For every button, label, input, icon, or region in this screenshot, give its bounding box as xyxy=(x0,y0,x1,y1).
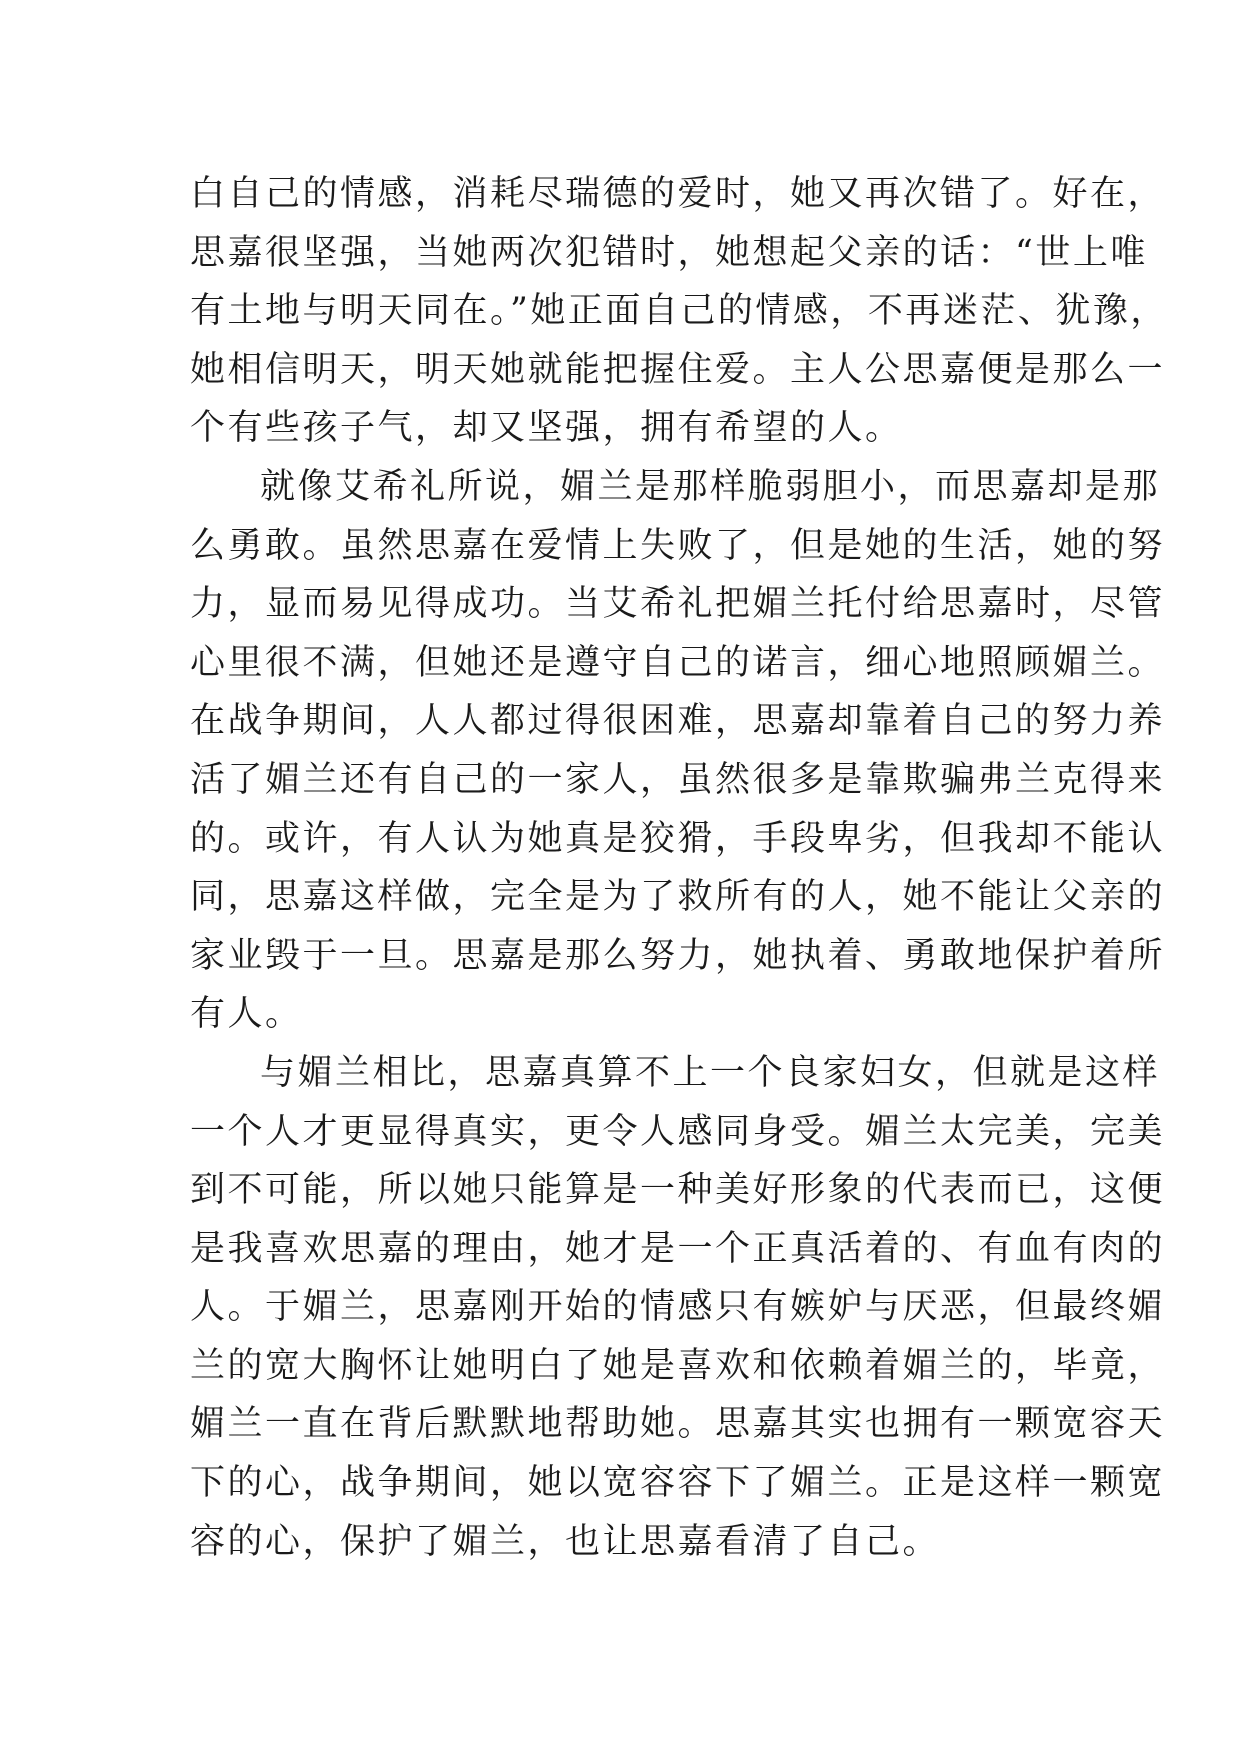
text-line: 个有些孩子气，却又坚强，拥有希望的人。 xyxy=(190,408,903,449)
text-line: 同，思嘉这样做，完全是为了救所有的人，她不能让父亲的 xyxy=(190,877,1166,918)
text-line: 心里很不满，但她还是遵守自己的诺言，细心地照顾媚兰。 xyxy=(190,642,1166,683)
text-line: 是我喜欢思嘉的理由，她才是一个正真活着的、有血有肉的 xyxy=(190,1228,1166,1269)
paragraph-first-line: 就像艾希礼所说，媚兰是那样脆弱胆小，而思嘉却是那 xyxy=(260,466,1161,507)
text-line: 活了媚兰还有自己的一家人，虽然很多是靠欺骗弗兰克得来 xyxy=(190,759,1166,800)
text-line: 思嘉很坚强，当她两次犯错时，她想起父亲的话：“世上唯 xyxy=(190,232,1148,273)
text-line: 人。于媚兰，思嘉刚开始的情感只有嫉妒与厌恶，但最终媚 xyxy=(190,1287,1166,1328)
text-line: 她相信明天，明天她就能把握住爱。主人公思嘉便是那么一 xyxy=(190,349,1166,390)
text-line: 白自己的情感，消耗尽瑞德的爱时，她又再次错了。好在， xyxy=(190,174,1166,214)
text-line: 媚兰一直在背后默默地帮助她。思嘉其实也拥有一颗宽容天 xyxy=(190,1404,1166,1445)
text-line: 有土地与明天同在。”她正面自己的情感，不再迷茫、犹豫， xyxy=(190,291,1168,332)
paragraph-first-line: 与媚兰相比，思嘉真算不上一个良家妇女，但就是这样 xyxy=(260,1052,1161,1093)
text-line: 容的心，保护了媚兰，也让思嘉看清了自己。 xyxy=(190,1521,941,1562)
text-line: 家业毁于一旦。思嘉是那么努力，她执着、勇敢地保护着所 xyxy=(190,935,1166,976)
text-line: 下的心，战争期间，她以宽容容下了媚兰。正是这样一颗宽 xyxy=(190,1463,1166,1504)
text-line: 力，显而易见得成功。当艾希礼把媚兰托付给思嘉时，尽管 xyxy=(190,584,1166,625)
text-line: 的。或许，有人认为她真是狡猾，手段卑劣，但我却不能认 xyxy=(190,818,1166,859)
text-line: 到不可能，所以她只能算是一种美好形象的代表而已，这便 xyxy=(190,1170,1166,1211)
text-line: 一个人才更显得真实，更令人感同身受。媚兰太完美，完美 xyxy=(190,1111,1166,1152)
text-line: 在战争期间，人人都过得很困难，思嘉却靠着自己的努力养 xyxy=(190,701,1166,742)
text-line: 么勇敢。虽然思嘉在爱情上失败了，但是她的生活，她的努 xyxy=(190,525,1166,566)
text-line: 兰的宽大胸怀让她明白了她是喜欢和依赖着媚兰的，毕竟， xyxy=(190,1345,1166,1386)
text-line: 有人。 xyxy=(190,994,303,1035)
document-body xyxy=(190,165,1168,1571)
